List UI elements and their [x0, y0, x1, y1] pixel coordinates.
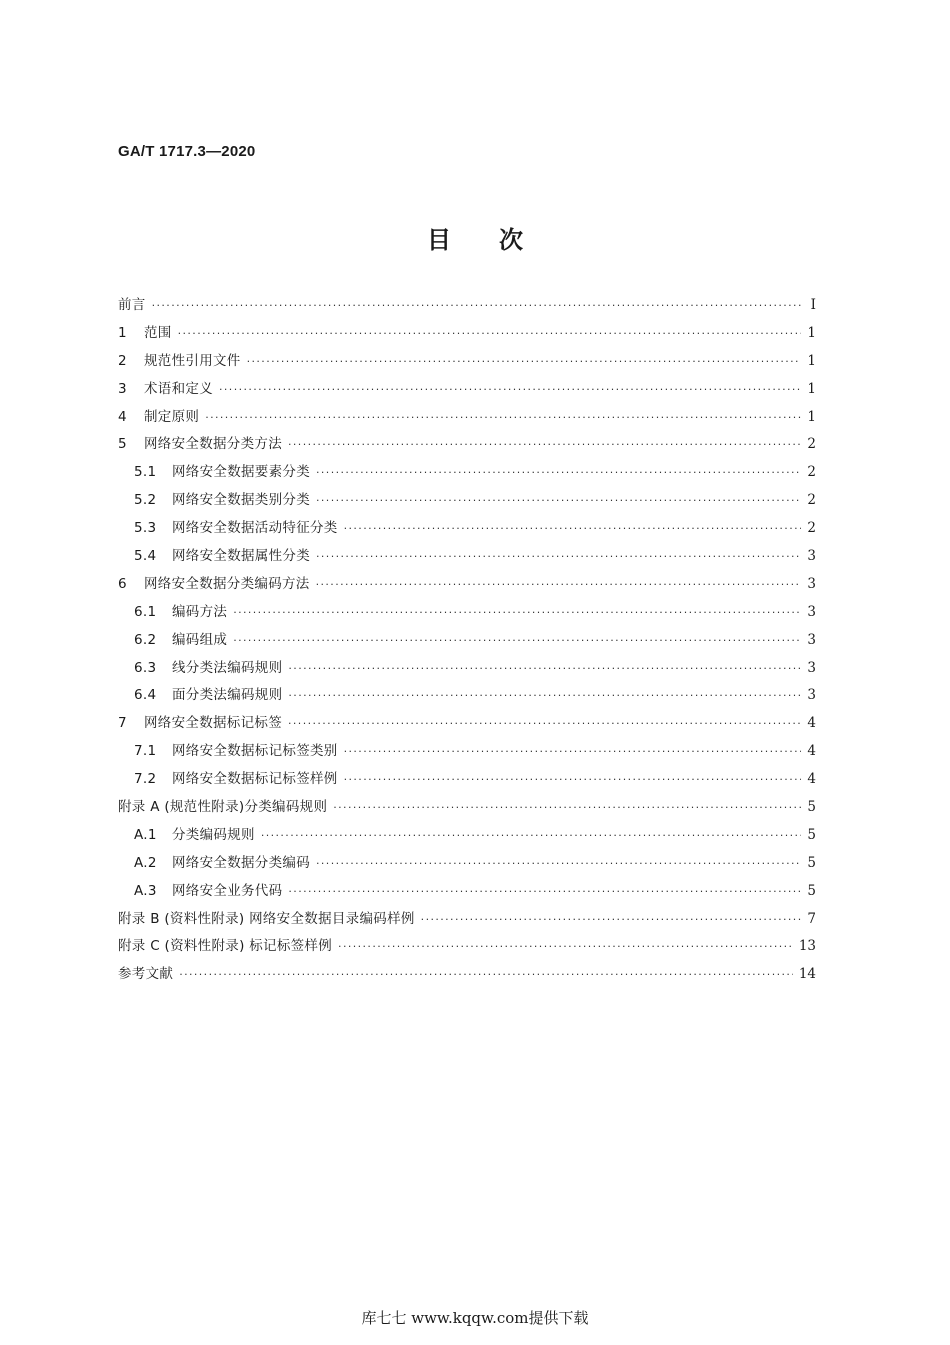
toc-entry-label: [118, 432, 282, 452]
toc-entry-page: 14: [798, 966, 816, 983]
toc-entry-text: 网络安全数据属性分类: [172, 548, 310, 565]
toc-entry[interactable]: [118, 851, 816, 879]
toc-dot-leader: [316, 578, 802, 591]
toc-entry-page: 5: [807, 799, 816, 816]
toc-entry[interactable]: [118, 907, 816, 935]
toc-entry-number: 2: [118, 352, 127, 369]
toc-entry[interactable]: [118, 628, 816, 656]
page-title: 目次: [427, 226, 571, 254]
toc-entry-label: [118, 907, 415, 927]
toc-dot-leader: [219, 383, 801, 396]
toc-entry-label: [134, 767, 338, 787]
toc-entry-text: 网络安全数据标记标签: [144, 715, 282, 732]
toc-dot-leader: [344, 745, 802, 758]
toc-entry-number: 5.3: [134, 520, 157, 537]
toc-dot-leader: [316, 550, 801, 563]
toc-dot-leader: [421, 913, 802, 926]
toc-entry-text: 规范性引用文件: [144, 352, 241, 369]
toc-entry[interactable]: [118, 405, 816, 433]
toc-entry-text: 附录 A (规范性附录)分类编码规则: [118, 799, 328, 816]
toc-entry-label: [134, 879, 282, 899]
toc-entry[interactable]: [118, 488, 816, 516]
toc-entry[interactable]: [118, 600, 816, 628]
toc-entry-text: 参考文献: [118, 966, 174, 983]
toc-entry-page: 4: [807, 771, 816, 788]
toc-entry-label: [118, 321, 172, 341]
toc-entry-page: 4: [807, 715, 816, 732]
toc-entry-page: 13: [798, 938, 816, 955]
toc-entry-label: [118, 377, 213, 397]
toc-entry-number: 6: [118, 575, 127, 592]
toc-entry-text: 面分类法编码规则: [172, 687, 283, 704]
toc-entry[interactable]: [118, 460, 816, 488]
toc-entry-number: 5.1: [134, 464, 157, 481]
toc-entry-page: 1: [807, 324, 816, 341]
toc-entry[interactable]: [118, 683, 816, 711]
toc-entry-text: 附录 B (资料性附录) 网络安全数据目录编码样例: [118, 910, 415, 927]
toc-entry-text: 线分类法编码规则: [172, 659, 283, 676]
toc-entry-number: 3: [118, 380, 127, 397]
toc-entry-label: [118, 934, 332, 954]
toc-entry[interactable]: [118, 823, 816, 851]
toc-entry-number: 5.2: [134, 492, 157, 509]
toc-entry-text: 网络安全数据标记标签类别: [172, 743, 338, 760]
toc-entry[interactable]: [118, 962, 816, 990]
toc-entry-number: 7.1: [134, 743, 157, 760]
toc-entry[interactable]: [118, 321, 816, 349]
toc-entry-text: 分类编码规则: [172, 826, 255, 843]
toc-entry[interactable]: [118, 377, 816, 405]
toc-entry-number: 6.4: [134, 687, 157, 704]
toc-entry-label: [118, 572, 310, 592]
toc-entry-label: [118, 405, 199, 425]
toc-dot-leader: [288, 662, 801, 675]
toc-entry-text: 编码组成: [172, 631, 228, 648]
toc-entry-page: 5: [807, 826, 816, 843]
toc-entry-text: 术语和定义: [144, 380, 213, 397]
toc-dot-leader: [178, 327, 802, 340]
toc-entry-label: [134, 544, 310, 564]
toc-entry-text: 编码方法: [172, 603, 228, 620]
toc-entry[interactable]: [118, 544, 816, 572]
toc-entry-label: [134, 683, 282, 703]
toc-entry-number: 6.1: [134, 603, 157, 620]
toc-entry-label: [118, 349, 241, 369]
toc-dot-leader: [261, 829, 802, 842]
toc-dot-leader: [288, 885, 801, 898]
toc-entry[interactable]: [118, 656, 816, 684]
toc-dot-leader: [316, 857, 801, 870]
toc-entry-page: 2: [807, 464, 816, 481]
toc-entry-page: 1: [807, 380, 816, 397]
toc-entry-text: 网络安全数据类别分类: [172, 492, 310, 509]
toc-entry-page: 7: [807, 910, 816, 927]
toc-entry-text: 范围: [144, 324, 172, 341]
toc-entry-label: [134, 823, 255, 843]
toc-entry-label: [134, 488, 310, 508]
toc-entry-text: 网络安全数据要素分类: [172, 464, 310, 481]
toc-dot-leader: [338, 940, 793, 953]
toc-entry[interactable]: [118, 879, 816, 907]
toc-entry-label: [134, 628, 227, 648]
toc-entry[interactable]: [118, 711, 816, 739]
toc-entry-number: A.1: [134, 826, 157, 843]
toc-entry-number: 4: [118, 408, 127, 425]
toc-entry-number: 1: [118, 324, 127, 341]
toc-entry-label: [118, 711, 282, 731]
toc-entry-text: 网络安全数据标记标签样例: [172, 771, 338, 788]
toc-entry-label: [134, 516, 338, 536]
toc-entry-page: I: [810, 297, 816, 313]
toc-entry-page: 3: [807, 631, 816, 648]
table-of-contents: [118, 293, 816, 990]
toc-entry-text: 制定原则: [144, 408, 200, 425]
document-code: GA/T 1717.3—2020: [118, 143, 256, 160]
toc-entry-text: 网络安全数据分类编码: [172, 854, 310, 871]
toc-entry-label: [118, 795, 327, 815]
toc-entry[interactable]: [118, 349, 816, 377]
toc-entry-number: 6.3: [134, 659, 157, 676]
toc-entry-page: 1: [807, 408, 816, 425]
toc-entry-number: A.2: [134, 854, 157, 871]
toc-entry[interactable]: [118, 293, 816, 321]
toc-entry-label: [134, 600, 227, 620]
toc-entry-number: 6.2: [134, 631, 157, 648]
toc-dot-leader: [333, 801, 801, 814]
toc-entry-number: 5.4: [134, 548, 157, 565]
toc-dot-leader: [233, 634, 801, 647]
toc-entry-text: 前言: [118, 297, 146, 313]
toc-dot-leader: [205, 411, 801, 424]
toc-entry[interactable]: [118, 516, 816, 544]
toc-entry[interactable]: [118, 572, 816, 600]
toc-entry-number: A.3: [134, 882, 157, 899]
toc-entry-number: 7: [118, 715, 127, 732]
toc-entry-text: 网络安全数据分类编码方法: [144, 575, 310, 592]
toc-dot-leader: [288, 438, 801, 451]
toc-entry-page: 2: [807, 492, 816, 509]
toc-entry-page: 2: [807, 436, 816, 453]
toc-entry-label: [134, 656, 282, 676]
toc-entry[interactable]: [118, 795, 816, 823]
toc-entry[interactable]: [118, 432, 816, 460]
toc-entry-page: 4: [807, 743, 816, 760]
toc-entry-page: 3: [807, 687, 816, 704]
toc-entry-page: 5: [807, 882, 816, 899]
toc-dot-leader: [179, 968, 793, 981]
toc-entry-page: 3: [807, 548, 816, 565]
toc-entry-text: 网络安全数据分类方法: [144, 436, 282, 453]
toc-entry[interactable]: [118, 767, 816, 795]
toc-dot-leader: [316, 494, 801, 507]
toc-entry-text: 网络安全数据活动特征分类: [172, 520, 338, 537]
toc-entry[interactable]: [118, 739, 816, 767]
footer-watermark: 库七七 www.kqqw.com提供下载: [361, 1309, 589, 1327]
toc-entry-page: 3: [807, 575, 816, 592]
toc-dot-leader: [288, 717, 801, 730]
toc-entry-label: [118, 962, 173, 982]
toc-entry[interactable]: [118, 934, 816, 962]
toc-dot-leader: [344, 522, 802, 535]
toc-dot-leader: [247, 355, 802, 368]
toc-entry-number: 5: [118, 436, 127, 453]
toc-dot-leader: [344, 773, 802, 786]
toc-entry-text: 附录 C (资料性附录) 标记标签样例: [118, 938, 333, 955]
toc-entry-page: 2: [807, 520, 816, 537]
toc-dot-leader: [152, 299, 802, 312]
toc-entry-page: 3: [807, 603, 816, 620]
toc-dot-leader: [288, 689, 801, 702]
toc-entry-label: [134, 851, 310, 871]
toc-entry-page: 5: [807, 854, 816, 871]
toc-dot-leader: [233, 606, 801, 619]
toc-entry-label: [134, 460, 310, 480]
toc-entry-label: [118, 293, 146, 313]
toc-dot-leader: [316, 466, 801, 479]
toc-entry-label: [134, 739, 338, 759]
toc-entry-page: 3: [807, 659, 816, 676]
toc-entry-text: 网络安全业务代码: [172, 882, 283, 899]
toc-entry-page: 1: [807, 352, 816, 369]
toc-entry-number: 7.2: [134, 771, 157, 788]
